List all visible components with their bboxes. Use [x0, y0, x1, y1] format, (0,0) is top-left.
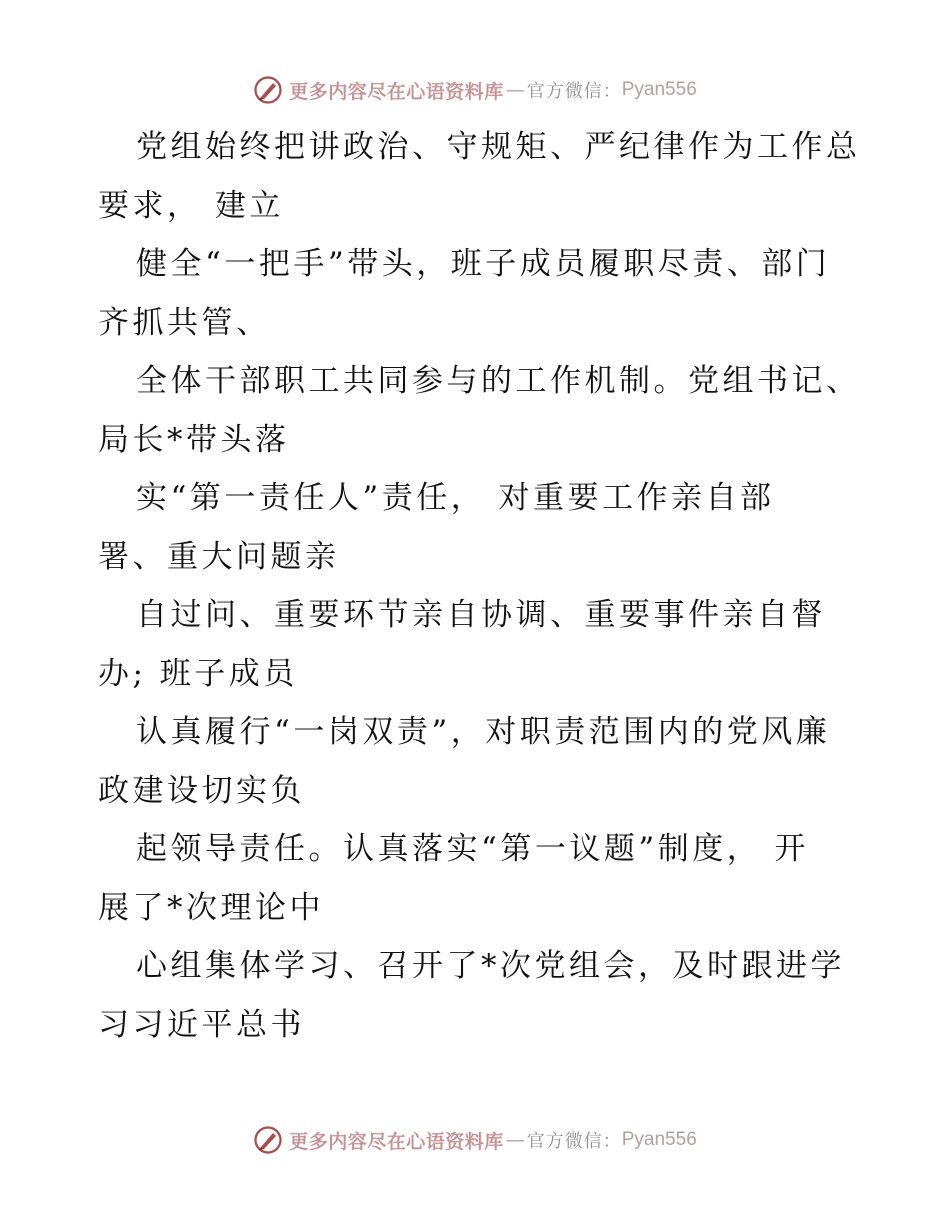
text-line: 办; 班子成员 [98, 655, 298, 692]
text-line: 自过问、重要环节亲自协调、重要事件亲自督 [136, 597, 826, 633]
text-line: 政建设切实负 [98, 772, 305, 809]
watermark-wechat-id: Pyan556 [621, 79, 697, 100]
text-line: 起领导责任。认真落实“第一议题”制度， 开 [136, 831, 810, 867]
text-line: 认真履行“一岗双责”，对职责范围内的党风廉 [136, 714, 831, 750]
text-line: 要求， 建立 [98, 187, 284, 224]
watermark-official-label: 官方微信： [526, 81, 622, 102]
text-line: 署、重大问题亲 [98, 538, 340, 575]
text-line: 党组始终把讲政治、守规矩、严纪律作为工作总 [136, 129, 861, 165]
footer-watermark [0, 1122, 950, 1158]
text-line: 展了*次理论中 [98, 889, 324, 926]
red-pen-seal-icon [253, 1125, 283, 1155]
document-body [98, 118, 861, 1054]
text-line: 习习近平总书 [98, 1006, 305, 1043]
header-watermark [0, 72, 950, 108]
text-line: 局长*带头落 [98, 421, 290, 458]
text-line: 全体干部职工共同参与的工作机制。党组书记、 [136, 363, 861, 399]
watermark-dash: — [505, 79, 525, 101]
text-line: 齐抓共管、 [98, 304, 271, 341]
watermark-official-label: 官方微信： [526, 1131, 622, 1152]
watermark-site-text: 更多内容尽在心语资料库 [289, 80, 504, 103]
red-pen-seal-icon [253, 75, 283, 105]
watermark-site-text: 更多内容尽在心语资料库 [289, 1130, 504, 1153]
watermark-dash: — [505, 1129, 525, 1151]
text-line: 心组集体学习、召开了*次党组会，及时跟进学 [136, 948, 845, 984]
text-line: 实“第一责任人”责任， 对重要工作亲自部 [136, 480, 775, 516]
watermark-wechat-id: Pyan556 [621, 1129, 697, 1150]
text-line: 健全“一把手”带头，班子成员履职尽责、部门 [136, 246, 831, 282]
